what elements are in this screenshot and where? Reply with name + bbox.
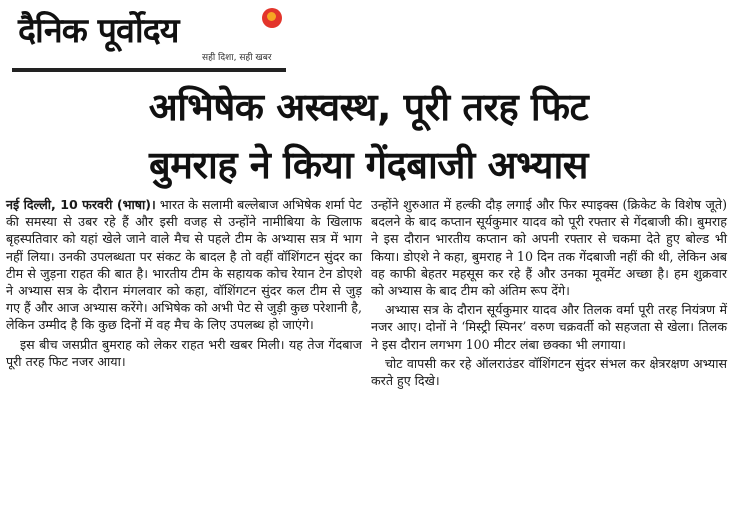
headline-line-1: अभिषेक अस्वस्थ, पूरी तरह फिट (148, 85, 589, 129)
article-column-right (371, 196, 727, 391)
sun-icon (262, 8, 282, 28)
logo-text: दैनिक पूर्वोदय (18, 11, 179, 51)
paragraph-text: भारत के सलामी बल्लेबाज अभिषेक शर्मा पेट की समस्या से उबर रहे हैं और इसी वजह से उन्होंने नामीबिया के खिलाफ बृहस्पतिवार को यहां खेले जाने वाले मैच से पहले टीम के अभ्यास सत्र में भाग नहीं लिया। उनकी उपलब्धता पर संकट के बादल है तो वहीं वॉशिंगटन सुंदर का टीम से जुड़ना राहत की बात है। भारतीय टीम के सहायक कोच रेयान टेन डोएशे ने अभ्यास सत्र के दौरान मंगलवार को कहा, वॉशिंगटन सुंदर कल टीम से जुड़ गए हैं और आज अभ्यास करेंगे। अभिषेक को अभी पेट से जुड़ी कुछ परेशानी है, लेकिन उम्मीद है कि कुछ दिनों में वह मैच के लिए उपलब्ध हो जाएंगे। (6, 197, 362, 333)
masthead (0, 0, 737, 78)
newspaper-logo (12, 2, 286, 72)
article-paragraph: अभ्यास सत्र के दौरान सूर्यकुमार यादव और तिलक वर्मा पूरी तरह नियंत्रण में नजर आए। दोनों ने ‘मिस्ट्री स्पिनर’ वरुण चक्रवर्ती को सहजता से खेला। तिलक ने इस दौरान लगभग 100 मीटर लंबा छक्का भी लगाया। (371, 302, 727, 352)
article-paragraph: उन्होंने शुरुआत में हल्की दौड़ लगाई और फिर स्पाइक्स (क्रिकेट के विशेष जूते) बदलने के बाद कप्तान सूर्यकुमार यादव को पूरी रफ्तार से गेंदबाजी की। बुमराह ने इस दौरान भारतीय कप्तान को अपनी रफ्तार से चकमा देते हुए बोल्ड भी किया। डोएशे ने कहा, बुमराह ने 10 दिन तक गेंदबाजी नहीं की थी, लेकिन अब वह काफी बेहतर महसूस कर रहे हैं और उनका मूवमेंट अच्छा है। हम शुक्रवार को अभ्यास के बाद टीम को अंतिम रूप देंगे। (371, 197, 727, 299)
article-column-left (6, 196, 362, 372)
tagline: सही दिशा, सही खबर (202, 53, 272, 63)
headline-line-2: बुमराह ने किया गेंदबाजी अभ्यास (149, 143, 588, 187)
article-paragraph: चोट वापसी कर रहे ऑलराउंडर वॉशिंगटन सुंदर संभल कर क्षेत्ररक्षण अभ्यास करते हुए दिखे। (371, 355, 727, 389)
article-paragraph: इस बीच जसप्रीत बुमराह को लेकर राहत भरी खबर मिली। यह तेज गेंदबाज पूरी तरह फिट नजर आया। (6, 336, 362, 369)
dateline: नई दिल्ली, 10 फरवरी (भाषा)। (6, 197, 156, 212)
article-paragraph (6, 196, 362, 334)
